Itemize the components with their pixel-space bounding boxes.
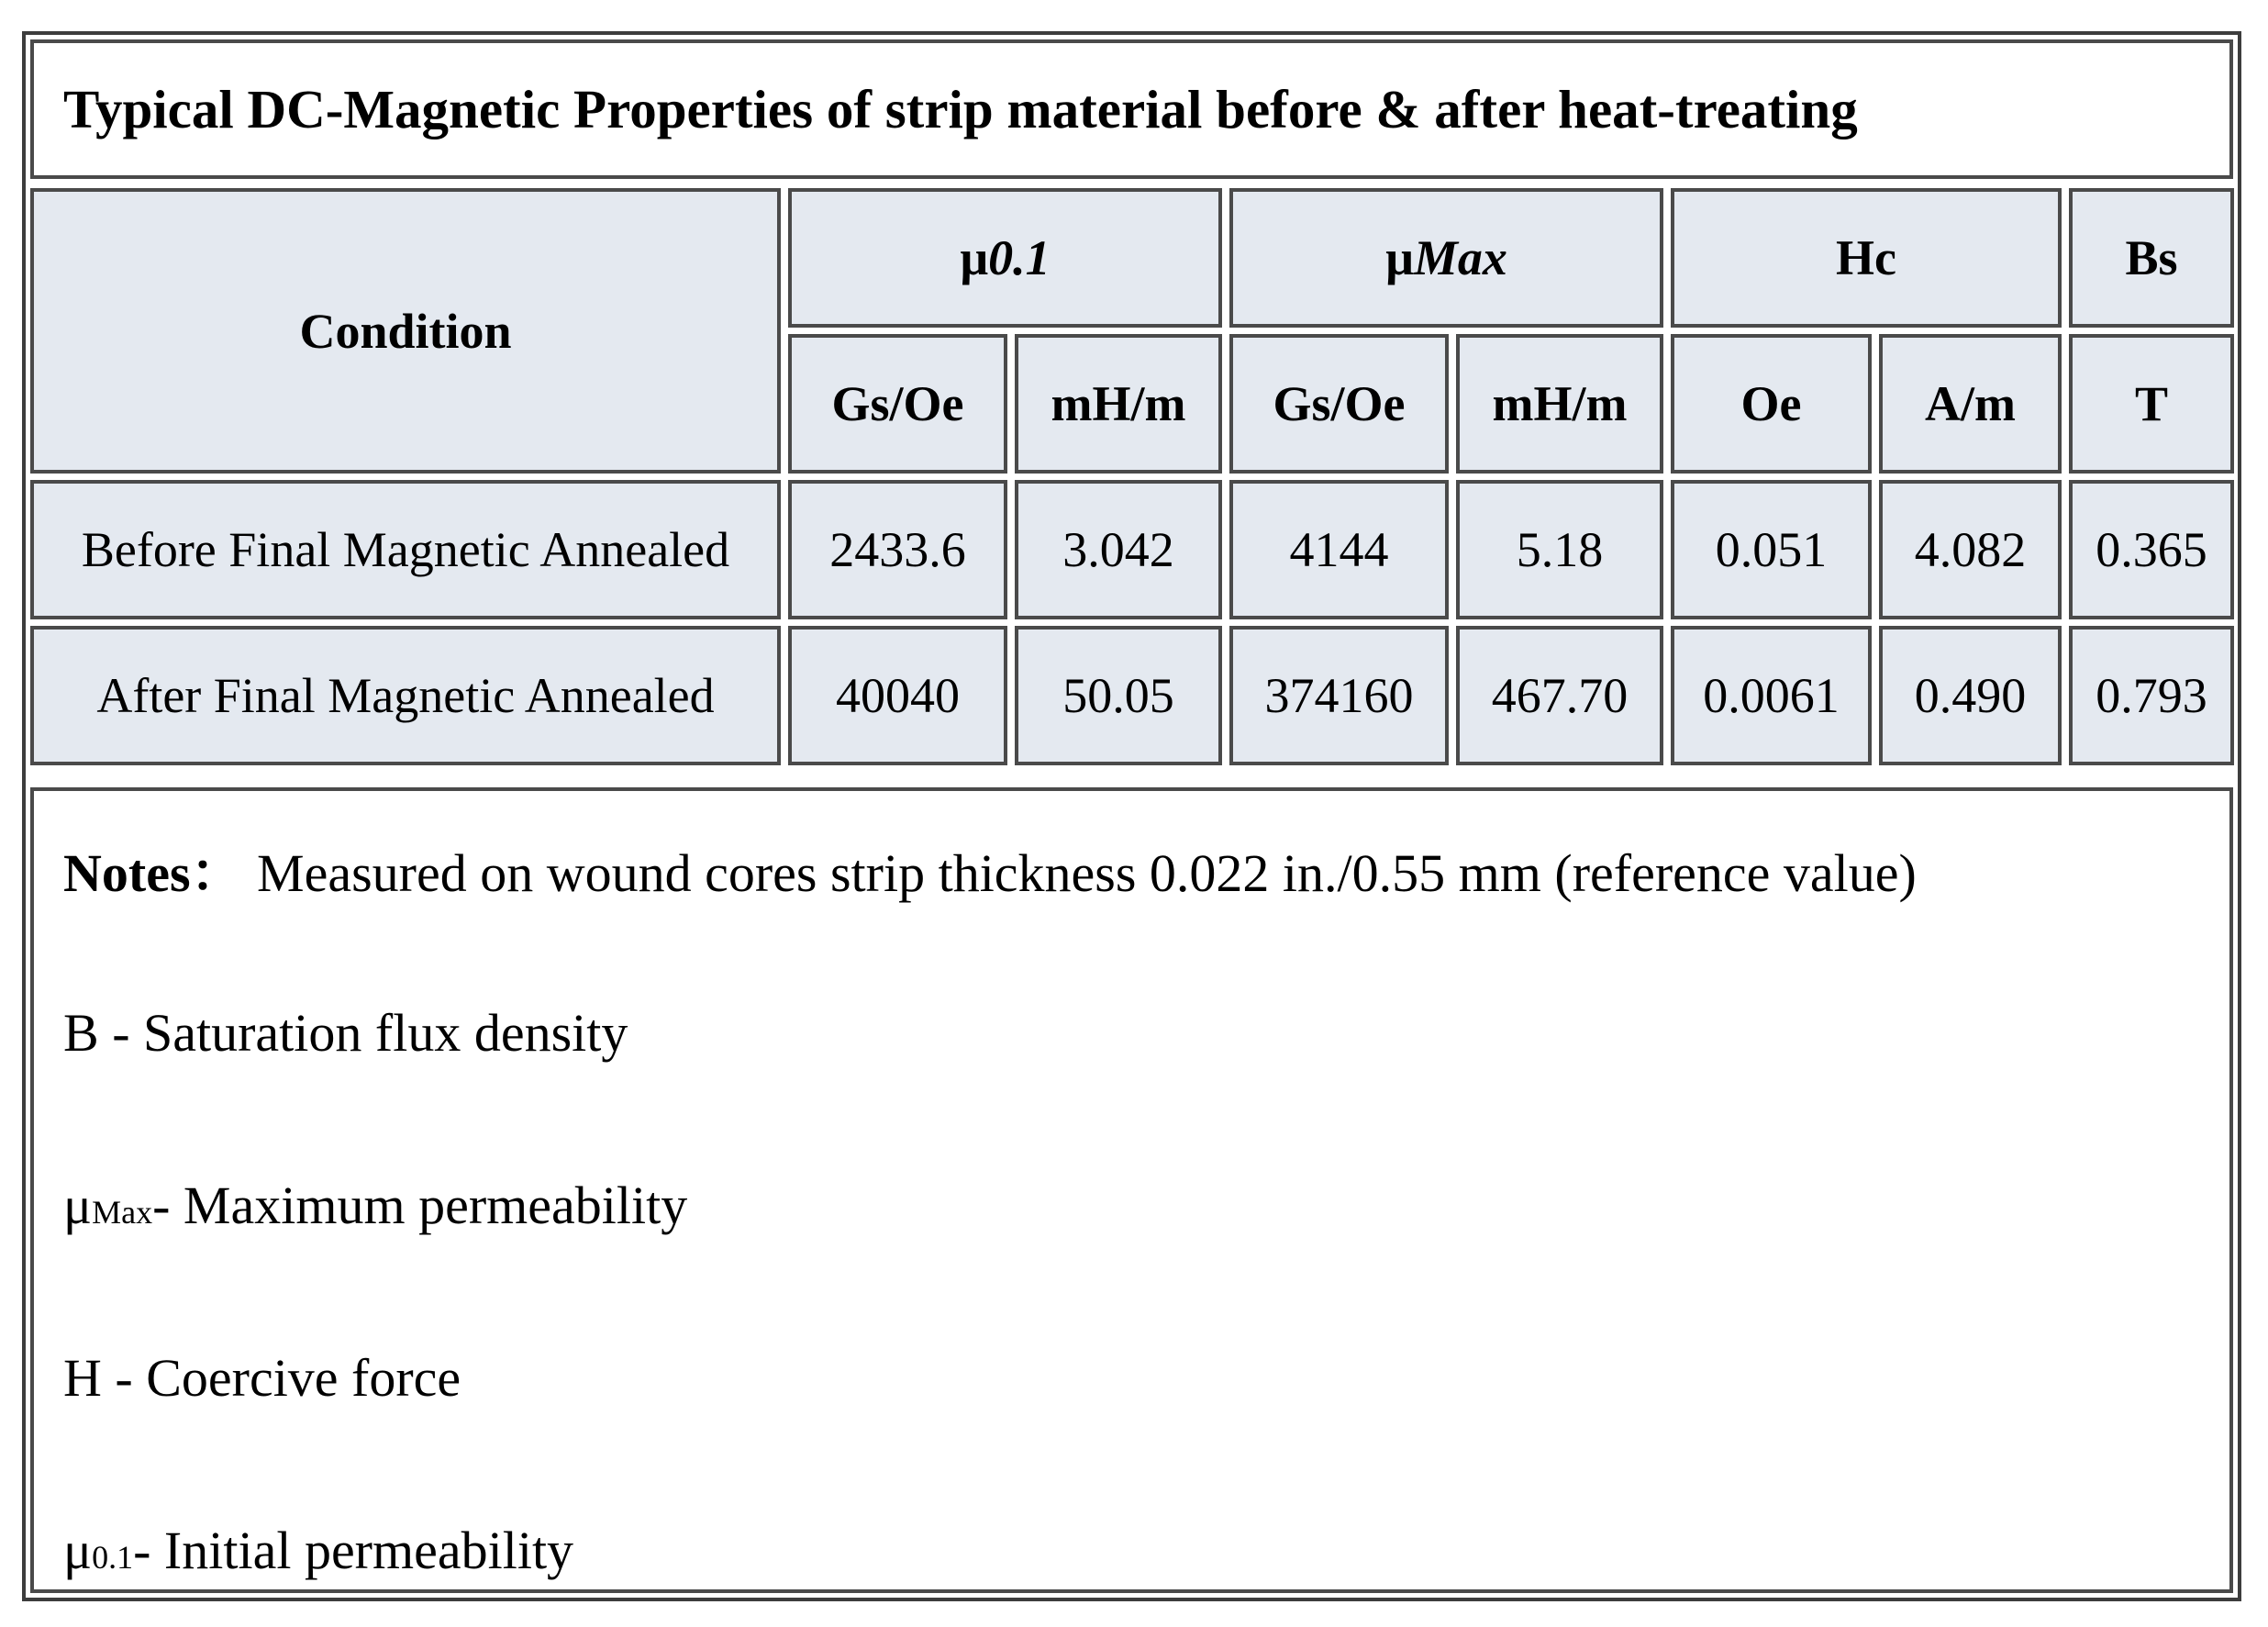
group-header-bs bbox=[2069, 188, 2234, 328]
condition-header bbox=[30, 188, 781, 474]
note-symbol: H bbox=[63, 1348, 102, 1408]
properties-table-frame bbox=[22, 31, 2241, 1601]
note-subscript: 0.1 bbox=[92, 1539, 134, 1576]
note-text: - Coercive force bbox=[101, 1348, 461, 1408]
notes-measured-text: Measured on wound cores strip thickness 0.022 in./0.55 mm (reference value) bbox=[257, 843, 1917, 903]
table-cell: 4144 bbox=[1229, 480, 1449, 619]
note-subscript: Max bbox=[92, 1194, 153, 1231]
notes-section bbox=[30, 787, 2233, 1593]
note-symbol: μ bbox=[63, 1176, 93, 1235]
group-header-hc bbox=[1671, 188, 2062, 328]
group-header-mu01-name: 0.1 bbox=[988, 230, 1051, 285]
table-title-text: Typical DC-Magnetic Properties of strip material before & after heat-treating bbox=[63, 78, 1858, 139]
unit-header: Gs/Oe bbox=[1229, 334, 1449, 474]
table-cell: 2433.6 bbox=[788, 480, 1007, 619]
notes-measured-line bbox=[63, 830, 1917, 907]
table-cell: 40040 bbox=[788, 626, 1007, 765]
table-cell: 0.365 bbox=[2069, 480, 2234, 619]
table-cell: 4.082 bbox=[1879, 480, 2062, 619]
group-header-hc-name: Hc bbox=[1836, 230, 1897, 285]
table-cell: 0.793 bbox=[2069, 626, 2234, 765]
table-cell: 5.18 bbox=[1456, 480, 1663, 619]
group-header-mumax-prefix: μ bbox=[1385, 230, 1414, 285]
note-item-max-permeability bbox=[63, 1175, 687, 1236]
note-symbol: μ bbox=[63, 1521, 93, 1580]
unit-header: Oe bbox=[1671, 334, 1872, 474]
unit-header: Gs/Oe bbox=[788, 334, 1007, 474]
table-row-after-annealed bbox=[30, 626, 2234, 765]
unit-header: A/m bbox=[1879, 334, 2062, 474]
note-item-coercive bbox=[63, 1347, 461, 1409]
note-text: - Maximum permeability bbox=[152, 1176, 688, 1235]
unit-header: mH/m bbox=[1456, 334, 1663, 474]
table-cell: 0.0061 bbox=[1671, 626, 1872, 765]
unit-header: mH/m bbox=[1015, 334, 1222, 474]
table-row-before-annealed bbox=[30, 480, 2234, 619]
table-cell: 3.042 bbox=[1015, 480, 1222, 619]
group-header-mu01-prefix: μ bbox=[960, 230, 989, 285]
row-condition: Before Final Magnetic Annealed bbox=[30, 480, 781, 619]
note-item-initial-permeability bbox=[63, 1520, 573, 1581]
magnetic-properties-table bbox=[23, 182, 2241, 772]
table-cell: 467.70 bbox=[1456, 626, 1663, 765]
condition-header-label: Condition bbox=[299, 303, 512, 359]
note-symbol: B bbox=[63, 1003, 99, 1063]
note-item-saturation bbox=[63, 1002, 628, 1064]
group-header-bs-name: Bs bbox=[2125, 230, 2178, 285]
row-condition: After Final Magnetic Annealed bbox=[30, 626, 781, 765]
table-cell: 0.051 bbox=[1671, 480, 1872, 619]
table-cell: 374160 bbox=[1229, 626, 1449, 765]
group-header-mu01 bbox=[788, 188, 1222, 328]
unit-header: T bbox=[2069, 334, 2234, 474]
note-text: - Saturation flux density bbox=[98, 1003, 628, 1063]
table-cell: 0.490 bbox=[1879, 626, 2062, 765]
group-header-mumax bbox=[1229, 188, 1663, 328]
table-title bbox=[30, 39, 2233, 179]
table-cell: 50.05 bbox=[1015, 626, 1222, 765]
notes-label: Notes： bbox=[63, 843, 244, 903]
group-header-mumax-name: Max bbox=[1413, 230, 1507, 285]
note-text: - Initial permeability bbox=[133, 1521, 574, 1580]
